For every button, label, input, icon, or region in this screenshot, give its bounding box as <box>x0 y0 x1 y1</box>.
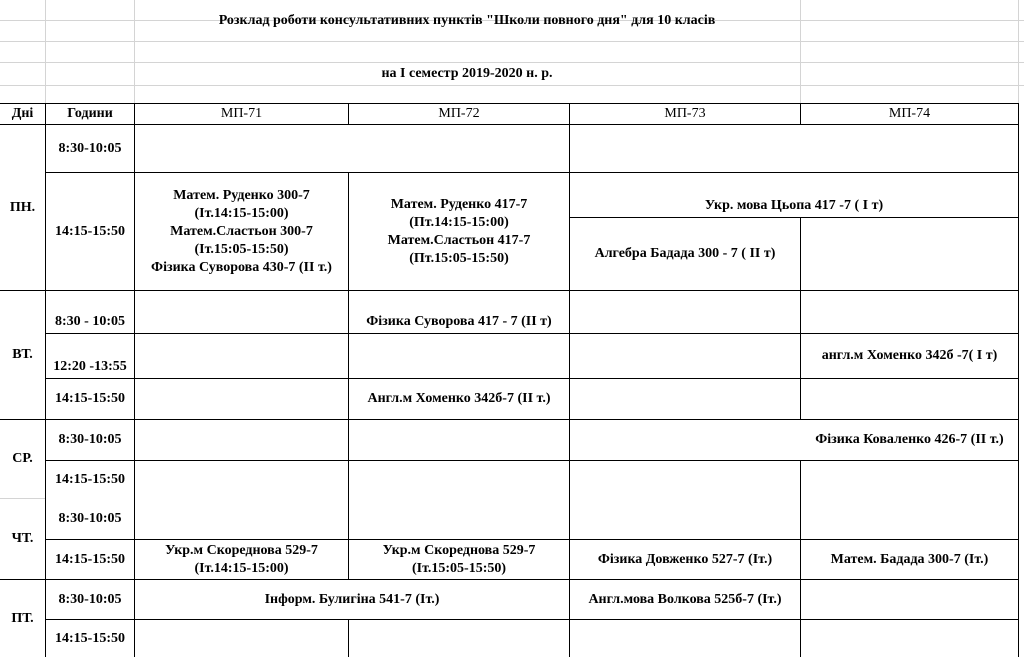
schedule-entry-thu-mp74: Матем. Бадада 300-7 (Іт.) <box>830 551 989 567</box>
day-tuesday: ВТ. <box>12 347 33 362</box>
day-wednesday: СР. <box>12 451 33 466</box>
schedule-entry-tue-mp74: англ.м Хоменко 342б -7( І т) <box>821 348 998 363</box>
entry-line: Фізика Суворова 430-7 (ІІ т.) <box>151 259 332 275</box>
time-slot: 14:15-15:50 <box>55 223 125 239</box>
gridline <box>45 0 46 103</box>
entry-line: (Пт.15:05-15:50) <box>409 250 509 266</box>
header-group-mp73: МП-73 <box>664 106 706 121</box>
day-monday: ПН. <box>9 199 36 215</box>
schedule-entry-fri-mp73: Англ.мова Волкова 525б-7 (Іт.) <box>588 591 782 607</box>
time-slot: 14:15-15:50 <box>55 471 125 487</box>
table-border <box>800 217 801 419</box>
schedule-entry-fri-mp71-72: Інформ. Булигіна 541-7 (Іт.) <box>264 591 440 607</box>
time-slot: 14:15-15:50 <box>55 630 125 646</box>
day-thursday: ЧТ. <box>11 531 34 546</box>
table-border <box>0 124 1019 125</box>
entry-line: (Іт.14:15-15:00) <box>194 560 289 576</box>
time-slot: 8:30-10:05 <box>58 140 122 156</box>
entry-line: (Іт.15:05-15:50) <box>194 241 289 257</box>
entry-line: (Іт.15:05-15:50) <box>411 560 507 576</box>
entry-line: Матем.Сластьон 300-7 <box>170 223 313 239</box>
gridline <box>0 41 1024 42</box>
page-title: Розклад роботи консультативних пунктів "Школи повного дня" для 10 класів <box>218 12 716 28</box>
page-subtitle: на І семестр 2019-2020 н. р. <box>381 65 553 81</box>
schedule-entry-mon-mp71 <box>135 173 348 290</box>
time-slot: 8:30-10:05 <box>58 591 122 607</box>
entry-line: Укр.м Скореднова 529-7 <box>382 542 536 558</box>
header-group-mp72: МП-72 <box>438 106 480 121</box>
entry-line: (Пт.14:15-15:00) <box>409 214 509 230</box>
schedule-entry-tue-mp72-b: Англ.м Хоменко 342б-7 (ІІ т.) <box>367 391 551 406</box>
time-slot: 12:20 -13:55 <box>53 359 127 374</box>
time-slot: 14:15-15:50 <box>55 391 125 406</box>
table-border <box>1018 103 1019 657</box>
schedule-entry-mon-mp72 <box>349 173 569 290</box>
header-group-mp74: МП-74 <box>888 106 931 121</box>
schedule-entry-mon-mp73-74: Укр. мова Цьопа 417 -7 ( І т) <box>704 198 884 213</box>
time-slot: 14:15-15:50 <box>55 551 125 567</box>
gridline <box>0 85 1024 86</box>
entry-line: Матем.Сластьон 417-7 <box>387 232 531 248</box>
entry-line: (Іт.14:15-15:00) <box>194 205 289 221</box>
time-slot: 8:30-10:05 <box>58 511 122 526</box>
schedule-entry-wed-mp74: Фізика Коваленко 426-7 (ІІ т.) <box>815 432 1004 447</box>
gridline <box>800 0 801 103</box>
schedule-entry-thu-mp72 <box>349 540 569 579</box>
header-hours: Години <box>67 106 113 121</box>
time-slot: 8:30-10:05 <box>58 432 122 447</box>
table-border <box>46 619 1019 620</box>
header-group-mp71: МП-71 <box>220 106 263 121</box>
entry-line: Укр.м Скореднова 529-7 <box>165 542 318 558</box>
entry-line: Матем. Руденко 417-7 <box>390 196 528 212</box>
day-friday: ПТ. <box>11 610 34 626</box>
schedule-entry-thu-mp73: Фізика Довженко 527-7 (Іт.) <box>597 551 773 567</box>
gridline <box>1018 0 1019 103</box>
header-days: Дні <box>11 106 34 121</box>
schedule-entry-tue-mp72: Фізика Суворова 417 - 7 (ІІ т) <box>366 314 552 329</box>
time-slot: 8:30 - 10:05 <box>55 314 125 329</box>
schedule-entry-thu-mp71 <box>135 540 348 579</box>
table-border <box>46 460 1019 461</box>
entry-line: Матем. Руденко 300-7 <box>173 187 310 203</box>
schedule-entry-mon-mp73: Алгебра Бадада 300 - 7 ( ІІ т) <box>594 246 776 261</box>
table-border <box>348 619 349 657</box>
